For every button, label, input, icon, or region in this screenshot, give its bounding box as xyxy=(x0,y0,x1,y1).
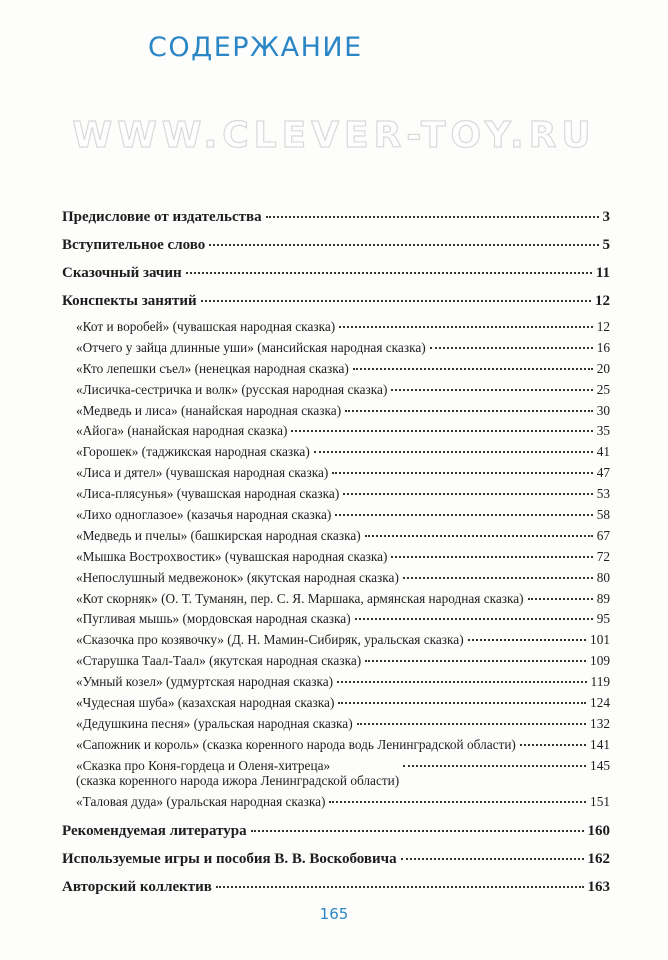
toc-entry-page: 163 xyxy=(587,878,610,895)
toc-entry-page: 72 xyxy=(596,548,610,564)
toc-entry-title: «Таловая дуда» (уральская народная сказка) xyxy=(76,793,326,809)
toc-entry-page: 30 xyxy=(596,402,610,418)
dot-leader xyxy=(365,535,593,537)
toc-entry-page: 67 xyxy=(596,527,610,543)
toc-entry-title: «Пугливая мышь» (мордовская народная сказка) xyxy=(76,611,351,627)
watermark: WWW.CLEVER-TOY.RU xyxy=(72,115,596,156)
dot-leader xyxy=(329,801,586,803)
toc-entry-title: «Кот скорняк» (О. Т. Туманян, пер. С. Я. Маршака, армянская народная сказка) xyxy=(76,590,524,606)
toc-entry-title: «Горошек» (таджикская народная сказка) xyxy=(76,444,310,460)
toc-subsection xyxy=(62,360,610,381)
page-number: 165 xyxy=(319,905,349,923)
toc-subsection xyxy=(62,402,610,423)
toc-subsection xyxy=(62,673,610,694)
toc-entry-page: 80 xyxy=(596,569,610,585)
dot-leader xyxy=(332,472,592,474)
toc-subsection xyxy=(62,736,610,757)
toc-entry-page: 101 xyxy=(590,632,610,648)
dot-leader xyxy=(403,765,586,767)
toc-entry-title: Сказочный зачин xyxy=(62,265,182,281)
toc-section xyxy=(62,234,610,262)
toc-entry-title: «Сказочка про козявочку» (Д. Н. Мамин-Сибиряк, уральская сказка) xyxy=(76,632,464,648)
toc-entry-title: «Медведь и пчелы» (башкирская народная сказка) xyxy=(76,527,361,543)
toc-subsection xyxy=(62,443,610,464)
toc-entry-page: 5 xyxy=(602,237,610,253)
dot-leader xyxy=(266,216,599,218)
dot-leader xyxy=(391,389,592,391)
toc-subsection xyxy=(62,793,610,814)
toc-section xyxy=(62,848,610,876)
toc-entry-page: 95 xyxy=(596,611,610,627)
toc-entry-title: «Сказка про Коня-гордеца и Оленя-хитреца» (сказка коренного народа ижора Ленинградской области) xyxy=(76,757,400,789)
toc-subsection xyxy=(62,422,610,443)
dot-leader xyxy=(314,451,593,453)
toc-subsection xyxy=(62,527,610,548)
dot-leader xyxy=(355,618,593,620)
toc-subsection xyxy=(62,506,610,527)
toc-entry-title: «Лиса-плясунья» (чувашская народная сказка) xyxy=(76,486,340,502)
toc-entry-page: 53 xyxy=(596,486,610,502)
toc-entry-page: 119 xyxy=(590,674,610,690)
toc-entry-title: Вступительное слово xyxy=(62,237,206,253)
toc-entry-page: 12 xyxy=(595,293,610,309)
toc-entry-page: 58 xyxy=(596,507,610,523)
dot-leader xyxy=(353,368,593,370)
dot-leader xyxy=(343,493,592,495)
toc-subsection xyxy=(62,548,610,569)
toc-subsection xyxy=(62,485,610,506)
dot-leader xyxy=(186,272,592,274)
dot-leader xyxy=(430,347,593,349)
dot-leader xyxy=(357,723,586,725)
dot-leader xyxy=(365,660,586,662)
toc-entry-page: 3 xyxy=(602,209,610,225)
toc-entry-page: 35 xyxy=(596,423,610,439)
toc-subsection xyxy=(62,610,610,631)
toc-entry-title: Авторский коллектив xyxy=(62,878,212,895)
toc-entry-page: 145 xyxy=(590,757,610,773)
dot-leader xyxy=(528,598,593,600)
toc-section xyxy=(62,820,610,848)
toc-entry-title: «Сапожник и король» (сказка коренного народа водь Ленинградской области) xyxy=(76,736,516,752)
dot-leader xyxy=(468,639,586,641)
toc-entry-title: Рекомендуемая литература xyxy=(62,822,247,839)
toc-entry-title: «Кто лепешки съел» (ненецкая народная сказка) xyxy=(76,360,349,376)
toc-entry-page: 151 xyxy=(590,793,610,809)
toc-entry-title: «Дедушкина песня» (уральская народная сказка) xyxy=(76,715,353,731)
toc-entry-page: 47 xyxy=(596,465,610,481)
toc-entry-page: 160 xyxy=(587,822,610,839)
dot-leader xyxy=(391,556,592,558)
dot-leader xyxy=(291,430,592,432)
toc-entry-page: 109 xyxy=(590,653,610,669)
toc-subsection xyxy=(62,381,610,402)
dot-leader xyxy=(251,830,584,832)
toc-subsection xyxy=(62,631,610,652)
dot-leader xyxy=(339,326,593,328)
dot-leader xyxy=(345,410,593,412)
toc-subsection xyxy=(62,318,610,339)
toc-subsection xyxy=(62,590,610,611)
toc-section xyxy=(62,262,610,290)
toc-entry-title: «Старушка Таал-Таал» (якутская народная сказка) xyxy=(76,653,362,669)
toc-entry-title: «Лихо одноглазое» (казачья народная сказка) xyxy=(76,507,332,523)
toc-subsection xyxy=(62,464,610,485)
dot-leader xyxy=(335,514,592,516)
toc-entry-title: Конспекты занятий xyxy=(62,293,197,309)
toc-entry-title: «Отчего у зайца длинные уши» (мансийская народная сказка) xyxy=(76,339,426,355)
toc-entry-page: 162 xyxy=(587,850,610,867)
toc-entry-page: 12 xyxy=(596,319,610,334)
toc-subsection xyxy=(62,694,610,715)
toc-entry-title: «Чудесная шуба» (казахская народная сказка) xyxy=(76,695,335,711)
toc-subsection xyxy=(62,757,610,793)
toc-entry-page: 124 xyxy=(590,695,610,711)
toc-entry-page: 132 xyxy=(590,715,610,731)
toc-entry-title: «Лисичка-сестричка и волк» (русская народная сказка) xyxy=(76,381,388,397)
toc-entry-title: «Умный козел» (удмуртская народная сказка) xyxy=(76,674,334,690)
toc-section xyxy=(62,876,610,904)
toc-subsection xyxy=(62,569,610,590)
toc-entry-page: 141 xyxy=(590,736,610,752)
toc-entry-page: 41 xyxy=(596,444,610,460)
dot-leader xyxy=(201,300,591,302)
toc-entry-title: Предисловие от издательства xyxy=(62,209,262,225)
toc-entry-title: «Медведь и лиса» (нанайская народная сказка) xyxy=(76,402,342,418)
toc-entry-title: «Айога» (нанайская народная сказка) xyxy=(76,423,288,439)
dot-leader xyxy=(520,744,586,746)
toc-subsection xyxy=(62,715,610,736)
toc-section xyxy=(62,290,610,318)
page-title: СОДЕРЖАНИЕ xyxy=(148,32,363,63)
dot-leader xyxy=(337,681,586,683)
toc-entry-page: 16 xyxy=(596,339,610,355)
dot-leader xyxy=(209,244,598,246)
dot-leader xyxy=(403,577,593,579)
dot-leader xyxy=(338,702,586,704)
toc-entry-title: «Лиса и дятел» (чувашская народная сказка) xyxy=(76,465,329,481)
toc-subsection xyxy=(62,652,610,673)
toc-entry-title: «Непослушный медвежонок» (якутская народная сказка) xyxy=(76,569,399,585)
toc-entry-title: «Мышка Вострохвостик» (чувашская народная сказка) xyxy=(76,548,388,564)
toc-section xyxy=(62,206,610,234)
toc-entry-page: 20 xyxy=(596,360,610,376)
toc-entry-title: Используемые игры и пособия В. В. Воскобовича xyxy=(62,850,397,867)
toc-entry-title: «Кот и воробей» (чувашская народная сказка) xyxy=(76,319,336,334)
toc-entry-page: 11 xyxy=(595,265,610,281)
toc-entry-page: 89 xyxy=(596,590,610,606)
dot-leader xyxy=(216,886,584,888)
dot-leader xyxy=(401,858,584,860)
table-of-contents xyxy=(62,206,610,904)
toc-entry-page: 25 xyxy=(596,381,610,397)
toc-subsection xyxy=(62,339,610,360)
